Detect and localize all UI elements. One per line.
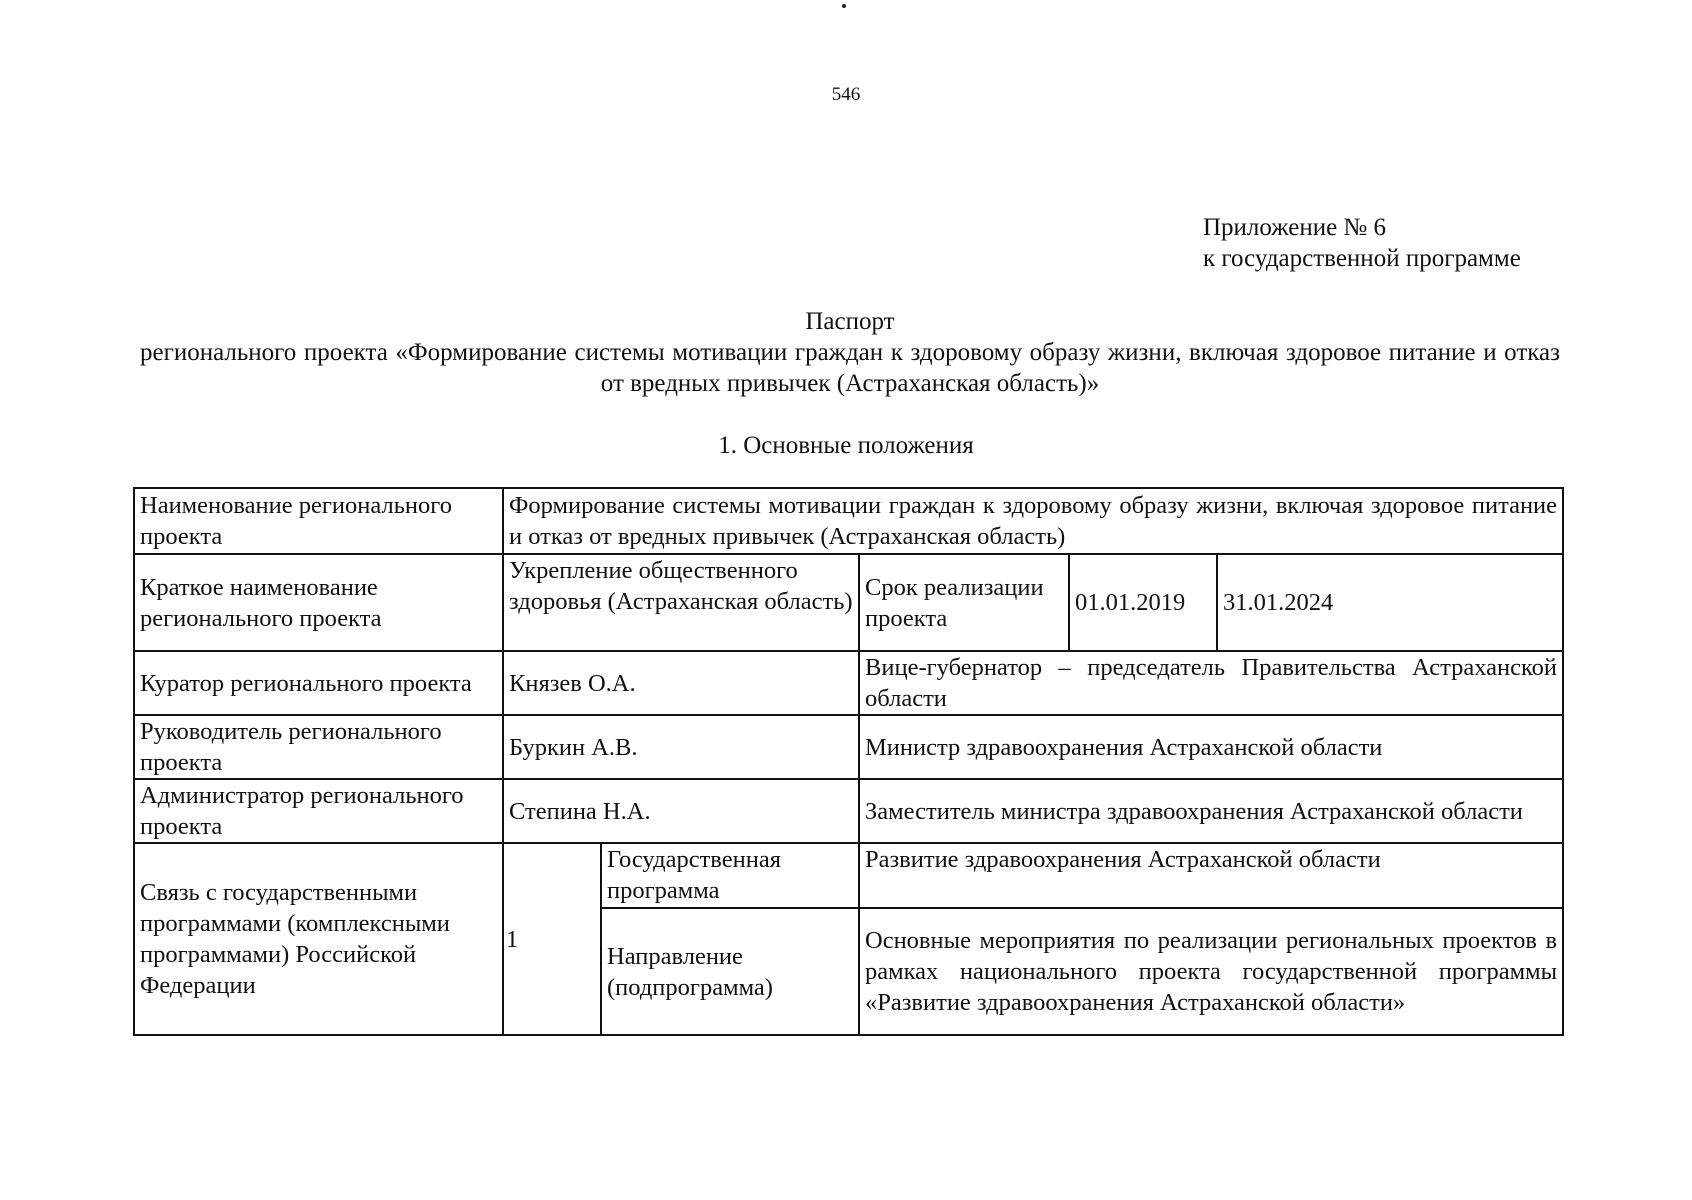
table-row-program-link: [134, 843, 1563, 908]
cell-direction-label: Направление (подпрограмма): [601, 908, 859, 1035]
passport-title: Паспорт: [805, 308, 895, 335]
cell-administrator-label: Администратор регионального проекта: [134, 779, 503, 843]
cell-short-name-value: Укрепление общественного здоровья (Астраханская область): [503, 554, 859, 651]
cell-start-date: 01.01.2019: [1069, 554, 1217, 651]
cell-project-name-value: Формирование системы мотивации граждан к здоровому образу жизни, включая здоровое питание и отказ от вредных привычек (Астраханская область): [503, 488, 1563, 554]
cell-end-date: 31.01.2024: [1217, 554, 1563, 651]
cell-program-label: Государственная программа: [601, 843, 859, 908]
cell-head-label: Руководитель регионального проекта: [134, 715, 503, 779]
document-title: [140, 306, 1560, 399]
cell-project-name-label: Наименование регионального проекта: [134, 488, 503, 554]
cell-administrator-position: Заместитель министра здравоохранения Астраханской области: [859, 779, 1563, 843]
scan-dot: [842, 4, 846, 8]
table-row-head: [134, 715, 1563, 779]
appendix-note: [1203, 212, 1521, 274]
cell-curator-name: Князев О.А.: [503, 651, 859, 715]
appendix-line-2: к государственной программе: [1203, 245, 1521, 272]
cell-direction-value: Основные мероприятия по реализации региональных проектов в рамках национального проекта государственной программы «Развитие здравоохранения Астраханской области»: [859, 908, 1563, 1035]
page-number: 546: [831, 84, 861, 105]
cell-program-value: Развитие здравоохранения Астраханской области: [859, 843, 1563, 908]
passport-subtitle: регионального проекта «Формирование системы мотивации граждан к здоровому образу жизни, включая здоровое питание и отказ от вредных привычек (Астраханская область)»: [140, 339, 1560, 397]
cell-links-label: Связь с государственными программами (комплексными программами) Российской Федерации: [134, 843, 503, 1035]
table-row-administrator: [134, 779, 1563, 843]
cell-links-number: 1: [503, 843, 601, 1035]
cell-administrator-name: Степина Н.А.: [503, 779, 859, 843]
table-row-curator: [134, 651, 1563, 715]
cell-curator-label: Куратор регионального проекта: [134, 651, 503, 715]
cell-term-label: Срок реализации проекта: [859, 554, 1069, 651]
section-heading: 1. Основные положения: [718, 432, 974, 459]
table-row-short-name: [134, 554, 1563, 651]
appendix-line-1: Приложение № 6: [1203, 214, 1387, 241]
cell-curator-position: Вице-губернатор – председатель Правительства Астраханской области: [859, 651, 1563, 715]
table-row-project-name: [134, 488, 1563, 554]
cell-short-name-label: Краткое наименование регионального проекта: [134, 554, 503, 651]
cell-head-position: Министр здравоохранения Астраханской области: [859, 715, 1563, 779]
passport-table: [133, 487, 1564, 1036]
cell-head-name: Буркин А.В.: [503, 715, 859, 779]
